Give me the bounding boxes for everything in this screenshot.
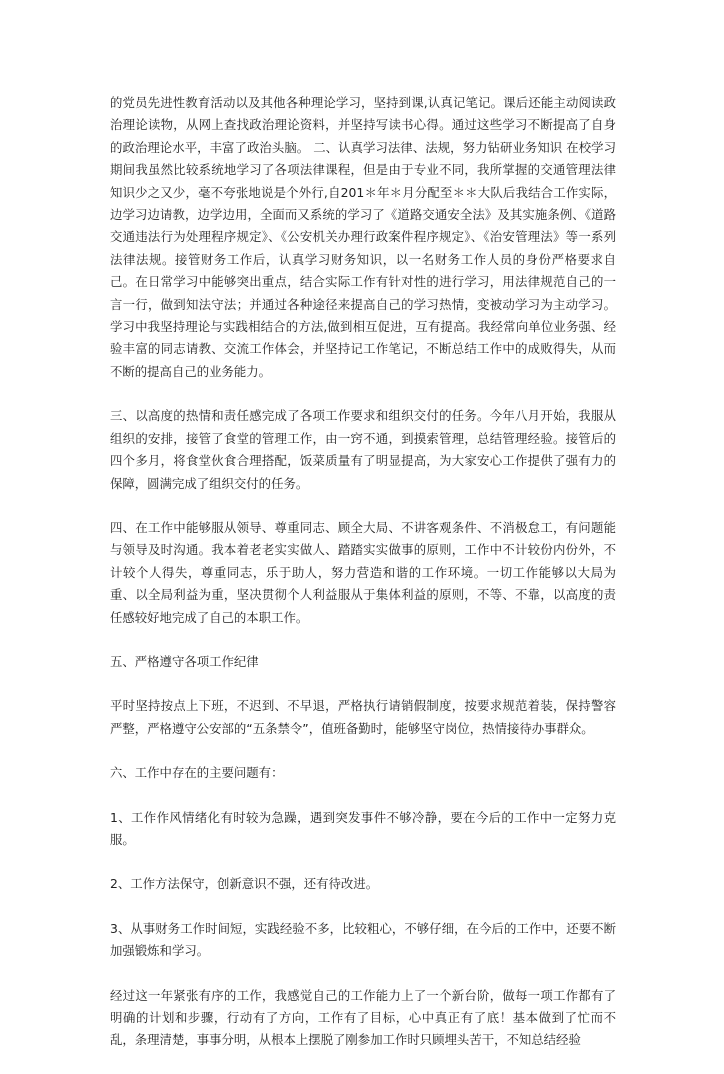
paragraph-study-and-law: 的党员先进性教育活动以及其他各种理论学习，坚持到课,认真记笔记。课后还能主动阅读政治理论读物，从网上查找政治理论资料，并坚持写读书心得。通过这些学习不断提高了自身的政治理论水平，丰富了政治头脑。 二、认真学习法律、法规，努力钻研业务知识 在校学习期间我虽然比较系统地学习了各项法律课程，但是由于专业不同，我所掌握的交通管理法律知识少之又少，毫不夸张地说是个外行,自201＊年＊月分配至＊＊大队后我结合工作实际，边学习边请教，边学边用，全面而又系统的学习了《道路交通安全法》及其实施条例、《道路交通违法行为处理程序规定》、《公安机关办理行政案件程序规定》、《治安管理法》等一系列法律法规。接管财务工作后，认真学习财务知识，以一名财务工作人员的身份严格要求自己。在日常学习中能够突出重点，结合实际工作有针对性的进行学习，用法律规范自己的一言一行，做到知法守法；并通过各种途径来提高自己的学习热情，变被动学习为主动学习。学习中我坚持理论与实践相结合的方法,做到相互促进，互有提高。我经常向单位业务强、经验丰富的同志请教、交流工作体会，并坚持记工作笔记，不断总结工作中的成败得失，从而不断的提高自己的业务能力。 <box>110 95 616 379</box>
paragraph-discipline: 平时坚持按点上下班，不迟到、不早退，严格执行请销假制度，按要求规范着装，保持警容严整，严格遵守公安部的“五条禁令”，值班备勤时，能够坚守岗位，热情接待办事群众。 <box>110 698 616 736</box>
list-item-problem-1: 1、工作作风情绪化有时较为急躁，遇到突发事件不够冷静，要在今后的工作中一定努力克服。 <box>110 809 616 847</box>
document-page <box>110 92 616 1074</box>
heading-section-five: 五、严格遵守各项工作纪律 <box>110 653 259 669</box>
paragraph-section-four: 四、在工作中能够服从领导、尊重同志、顾全大局、不讲客观条件、不消极怠工，有问题能与领导及时沟通。我本着老老实实做人、踏踏实实做事的原则，工作中不计较份内份外，不计较个人得失，尊重同志，乐于助人，努力营造和谐的工作环境。一切工作能够以大局为重、以全局利益为重，坚决贯彻个人利益服从于集体利益的原则，不等、不靠，以高度的责任感较好地完成了自己的本职工作。 <box>110 519 616 625</box>
list-item-problem-3: 3、从事财务工作时间短，实践经验不多，比较粗心，不够仔细，在今后的工作中，还要不断加强锻炼和学习。 <box>110 920 616 959</box>
list-item-problem-2: 2、工作方法保守，创新意识不强，还有待改进。 <box>110 876 379 892</box>
paragraph-summary: 经过这一年紧张有序的工作，我感觉自己的工作能力上了一个新台阶，做每一项工作都有了明确的计划和步骤，行动有了方向，工作有了目标，心中真正有了底！基本做到了忙而不乱，条理清楚，事事分明，从根本上摆脱了刚参加工作时只顾埋头苦干，不知总结经验 <box>110 987 616 1048</box>
heading-section-six: 六、工作中存在的主要问题有： <box>110 765 284 781</box>
paragraph-section-three: 三、以高度的热情和责任感完成了各项工作要求和组织交付的任务。今年八月开始，我服从组织的安排，接管了食堂的管理工作，由一窍不通，到摸索管理，总结管理经验。接管后的四个多月，将食堂伙食合理搭配，饭菜质量有了明显提高，为大家安心工作提供了强有力的保障，圆满完成了组织交付的任务。 <box>110 408 616 491</box>
